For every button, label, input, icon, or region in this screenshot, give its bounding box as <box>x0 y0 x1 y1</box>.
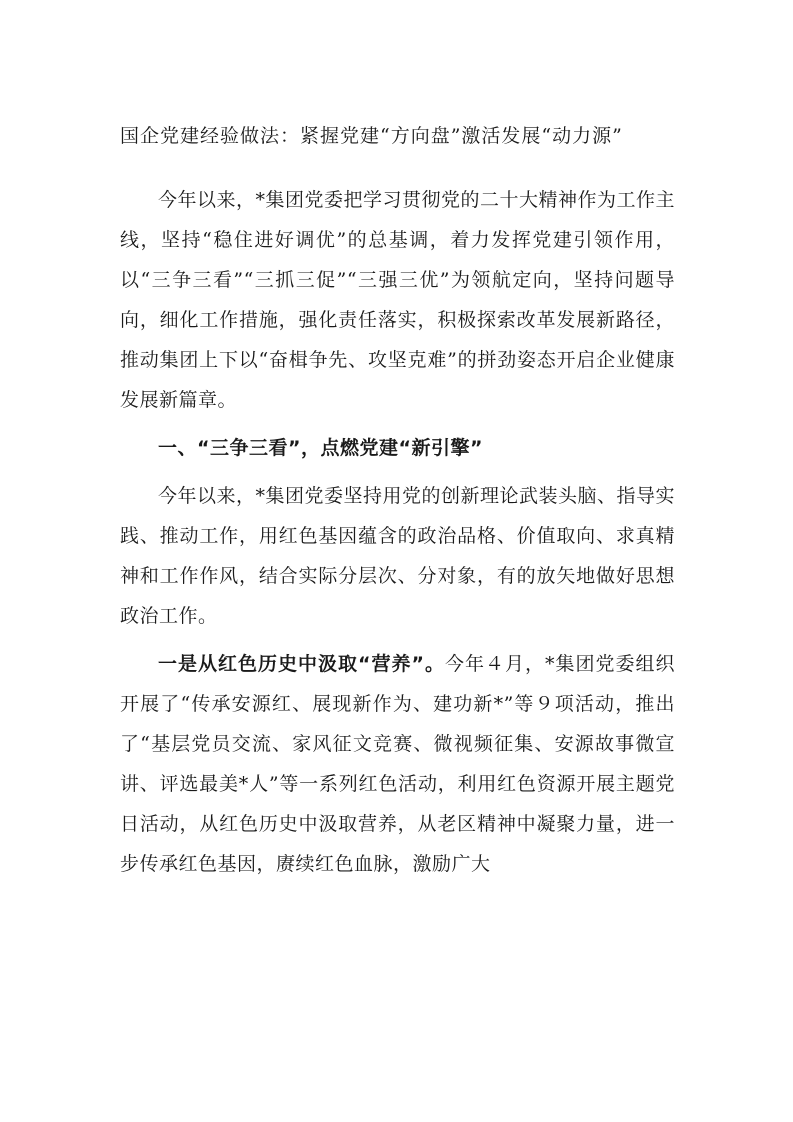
document-body <box>120 112 675 892</box>
point-body: 今年４月，*集团党委组织开展了“传承安源红、展现新作为、建功新*”等９项活动，推出了“基层党员交流、家风征文竞赛、微视频征集、安源故事微宣讲、评选最美*人”等一系列红色活动，利用红色资源开展主题党日活动，从红色历史中汲取营养，从老区精神中凝聚力量，进一步传承红色基因，赓续红色血脉，激励广大 <box>120 653 675 875</box>
section-paragraph: 今年以来，*集团党委坚持用党的创新理论武装头脑、指导实践、推动工作，用红色基因蕴含的政治品格、价值取向、求真精神和工作作风，结合实际分层次、分对象，有的放矢地做好思想政治工作。 <box>120 485 676 627</box>
intro-paragraph: 今年以来，*集团党委把学习贯彻党的二十大精神作为工作主线，坚持“稳住进好调优”的总基调，着力发挥党建引领作用，以“三争三看”“三抓三促”“三强三优”为领航定向，坚持问题导向，细化工作措施，强化责任落实，积极探索改革发展新路径，推动集团上下以“奋楫争先、攻坚克难”的拼劲姿态开启企业健康发展新篇章。 <box>120 189 676 411</box>
document-title: 国企党建经验做法：紧握党建“方向盘”激活发展“动力源” <box>120 125 623 147</box>
point-lead: 一是从红色历史中汲取“营养”。 <box>158 653 445 675</box>
section-heading: 一、“三争三看”，点燃党建“新引擎” <box>158 437 483 459</box>
point-paragraph <box>120 644 675 884</box>
